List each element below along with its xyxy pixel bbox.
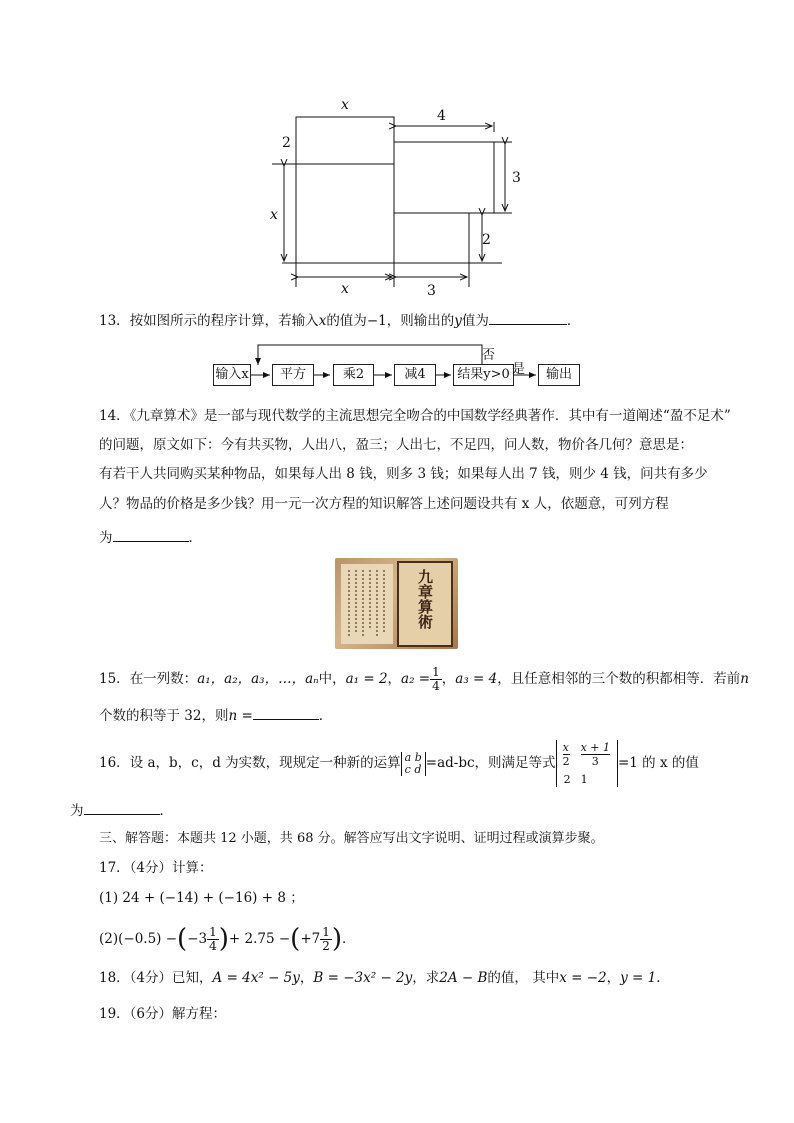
label-4: 4 xyxy=(437,108,446,124)
q16-m-2a: 2 xyxy=(562,755,570,768)
q13-var-x: x xyxy=(318,313,327,329)
q17-fraction-2 xyxy=(320,926,332,953)
label-x-bottom: x xyxy=(341,281,349,297)
q13-var-y: y xyxy=(454,313,462,329)
q13-text-before: 按如图所示的程序计算，若输入 xyxy=(129,313,319,329)
q15-a2-fraction xyxy=(430,666,442,693)
flow-no-label: 否 xyxy=(482,348,496,363)
q13-value: −1 xyxy=(366,313,387,329)
book-title: 九章算術 xyxy=(416,569,434,629)
label-2-left: 2 xyxy=(282,135,291,151)
q17-p2-a: (2)(−0.5) − xyxy=(99,931,178,947)
q17-part1: (1) 24 + (−14) + (−16) + 8 ； xyxy=(99,890,304,906)
q17-f2-num: 1 xyxy=(322,925,330,939)
q15-text3: ，且任意相邻的三个数的积都相等．若前 xyxy=(497,671,741,687)
q17-part2 xyxy=(99,922,356,956)
q15-a2-numerator: 1 xyxy=(432,665,440,679)
q15-answer-blank[interactable] xyxy=(253,705,319,720)
q18-text1: ，求 xyxy=(412,970,440,986)
book-left-page xyxy=(341,564,393,644)
label-2-right: 2 xyxy=(482,232,491,248)
det-b: b xyxy=(414,750,422,764)
q15-end: ． xyxy=(318,708,333,724)
left-paren-2: ( xyxy=(290,924,301,954)
q18-x-value: x = −2 xyxy=(559,970,607,986)
flow-input-box: 输入x xyxy=(213,364,251,386)
q15-line2 xyxy=(99,705,332,726)
q14-number: 14． xyxy=(99,408,130,424)
flow-mul2-box: 乘2 xyxy=(333,364,374,386)
flow-square-box: 平方 xyxy=(272,364,314,386)
q16-text1: 设 a，b，c，d 为实数，现规定一种新的运算 xyxy=(129,755,401,771)
label-x-left: x xyxy=(270,207,278,223)
q15-text1: 在一列数： xyxy=(129,671,198,687)
q17-fraction-1 xyxy=(207,926,219,953)
q17-p2-c: + 2.75 − xyxy=(228,931,291,947)
q16-determinant-def xyxy=(401,752,426,776)
q16-m-2b: 2 xyxy=(563,773,571,786)
q16-m-1: 1 xyxy=(580,773,588,786)
q17-p2-end: ． xyxy=(342,931,356,947)
q16-line2-text: 为 xyxy=(70,803,84,819)
rectangle-area-figure xyxy=(262,92,532,302)
q16-number: 16． xyxy=(99,755,130,771)
label-3-right: 3 xyxy=(512,170,521,186)
q17-f1-num: 1 xyxy=(209,925,217,939)
q14-answer-blank[interactable] xyxy=(113,527,189,542)
q14-end: ． xyxy=(188,530,202,546)
q13-answer-blank[interactable] xyxy=(489,310,567,325)
q18-expr-b: B = −3x² − 2y xyxy=(313,970,413,986)
right-paren-2: ) xyxy=(331,924,343,954)
jiuzhang-book-image xyxy=(335,558,458,649)
q16-line1 xyxy=(99,740,699,786)
question-18: 18．（4分）已知，A = 4x² − 5y，B = −3x² − 2y，求2A − B的值， 其中x = −2，y = 1． xyxy=(99,970,670,986)
q18-target-expr: 2A − B xyxy=(439,970,488,986)
q14-line4: 人？物品的价格是多少钱？用一元一次方程的知识解答上述问题设共有 x 人，依题意，可列方程 xyxy=(99,496,669,512)
q15-number: 15． xyxy=(99,671,130,687)
q14-line3: 有若干人共同购买某种物品，如果每人出 8 钱，则多 3 钱；如果每人出 7 钱，则少 4 钱，问共有多少 xyxy=(99,466,708,482)
q13-end: ． xyxy=(566,313,581,329)
q17-p2-b: −3 xyxy=(187,931,208,947)
q15-n-equals: n = xyxy=(228,708,253,724)
question-13 xyxy=(99,310,580,331)
q17-p2-d: +7 xyxy=(300,931,321,947)
q14-line5 xyxy=(99,527,202,548)
q14-line1 xyxy=(99,406,731,426)
label-x-top: x xyxy=(341,97,349,113)
q16-left-cell xyxy=(563,740,580,769)
q16-matrix-table xyxy=(563,740,611,787)
q16-text3: =1 的 x 的值 xyxy=(617,755,699,771)
q16-answer-blank[interactable] xyxy=(84,800,160,815)
q15-text2: 中， xyxy=(318,671,346,687)
q14-text-line1: 《九章算术》是一部与现代数学的主流思想完全吻合的中国数学经典著作．其中有一道阐述“盈不足术” xyxy=(129,408,731,424)
q16-end: ． xyxy=(159,803,173,819)
det-a: a xyxy=(404,750,412,764)
book-cover xyxy=(397,561,453,647)
q15-sequence: a₁，a₂，a₃，…，aₙ xyxy=(197,671,319,687)
det-c: c xyxy=(404,762,411,776)
q17-f1-den: 4 xyxy=(209,939,217,953)
label-3-bottom: 3 xyxy=(427,283,436,299)
flow-check-box: 结果y>0 xyxy=(453,364,514,386)
q15-line1: 15．在一列数：a₁，a₂，a₃，…，aₙ中，a₁ = 2，a₂ = $\frac{1}{4}$ ，a₃ = 4，且任意相邻的三个数的积都相等．若前n xyxy=(99,665,749,693)
section-3-heading: 三、解答题：本题共 12 小题，共 68 分。解答应写出文字说明、证明过程或演算步聚。 xyxy=(99,831,604,846)
q18-heading: 18．（4分）已知， xyxy=(99,970,213,986)
q14-line2: 的问题，原文如下：今有共买物，人出八，盈三；人出七，不足四，问人数，物价各几何？意思是： xyxy=(99,437,693,453)
q16-m-x: x xyxy=(562,741,569,754)
q18-expr-a: A = 4x² − 5y xyxy=(212,970,300,986)
right-paren: ) xyxy=(218,924,229,954)
q13-text-after: 值为 xyxy=(461,313,489,329)
q16-line2 xyxy=(70,800,173,821)
q17-heading: 17．（4分）计算： xyxy=(99,860,213,876)
flow-yes-label: 是 xyxy=(512,362,526,377)
q19-heading: 19．（6分）解方程： xyxy=(99,1006,227,1022)
q13-text-mid: 的值为 xyxy=(326,313,367,329)
program-flowchart xyxy=(210,340,590,388)
q15-a1: a₁ = 2 xyxy=(345,671,388,687)
det-d: d xyxy=(414,762,422,776)
q15-a2-denominator: 4 xyxy=(432,679,440,693)
q17-f2-den: 2 xyxy=(322,939,330,953)
left-paren: ( xyxy=(177,924,188,954)
q15-line2-text: 个数的积等于 32，则 xyxy=(99,708,229,724)
q16-m-x1: x + 1 xyxy=(580,741,610,754)
q14-line5-text: 为 xyxy=(99,530,113,546)
q16-m-3: 3 xyxy=(591,755,599,768)
q15-var-n: n xyxy=(740,671,749,687)
q16-determinant-equation xyxy=(556,740,618,787)
q18-end: ． xyxy=(656,970,670,986)
flow-output-box: 输出 xyxy=(538,364,580,386)
q15-a3: a₃ = 4 xyxy=(455,671,498,687)
q13-number: 13． xyxy=(99,313,130,329)
book-text-columns xyxy=(341,564,393,644)
q16-text2: =ad-bc，则满足等式 xyxy=(425,755,556,771)
q13-text-mid2: ，则输出的 xyxy=(386,313,455,329)
flow-sub4-box: 减4 xyxy=(394,364,436,386)
q16-right-cell xyxy=(580,740,611,769)
q18-text2: 的值， 其中 xyxy=(487,970,560,986)
q15-a2-lhs: a₂ = xyxy=(401,671,431,687)
q18-y-value: y = 1 xyxy=(620,970,657,986)
